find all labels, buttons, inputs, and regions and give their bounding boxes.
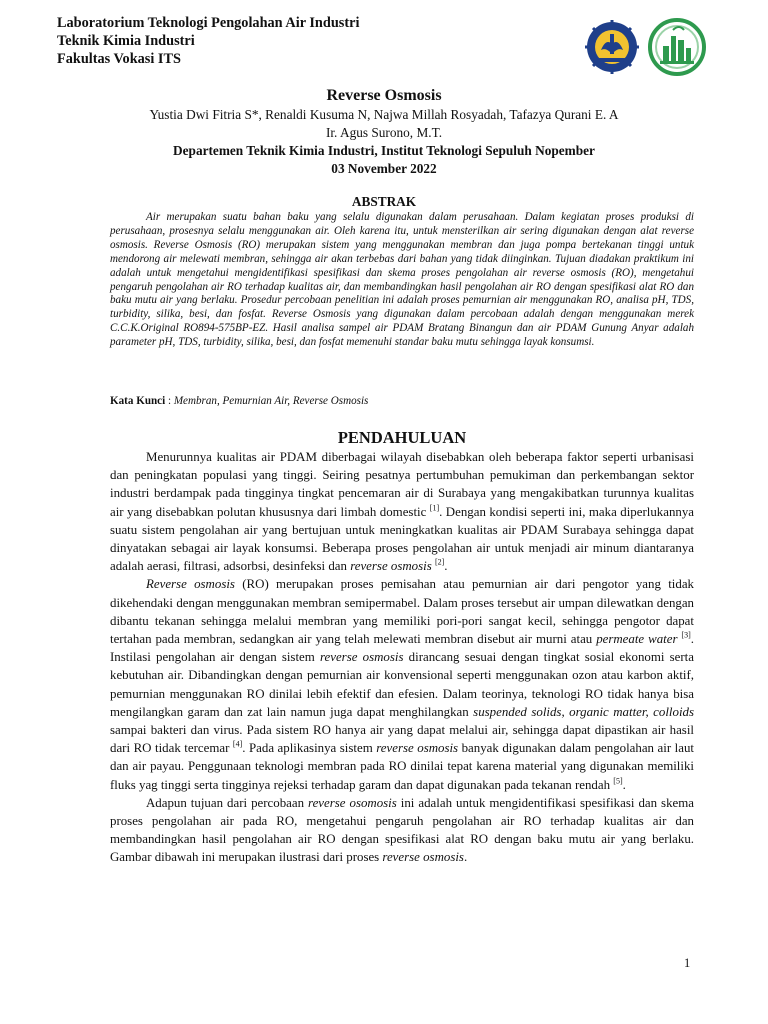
citation-2: [2] (434, 557, 445, 567)
keywords (110, 394, 694, 408)
keywords-label: Kata Kunci (110, 395, 166, 407)
introduction-body (110, 448, 694, 867)
lab-header (57, 14, 359, 68)
introduction-paragraph-1: Menurunnya kualitas air PDAM diberbagai wilayah disebabkan oleh beberapa faktor seperti urbanisasi dan peningkatan populasi yang tinggi. Seiring pesatnya pertumbuhan pemukiman dan perkembangan sektor industri berdampak pada tingginya tingkat pencemaran air di Surabaya yang mengakibatkan turunnya kualitas air yang disebabkan polutan khususnya dari limbah domestic [1]. Dengan kondisi seperti ini, maka diperlukannya suatu sistem pengolahan air yang bertujuan untuk meningkatkan kualitas air PDAM Surabaya sehingga dapat dinyatakan sebagai air layak konsumsi. Beberapa proses pengolahan air untuk menjadi air minum diantaranya adalah aerasi, filtrasi, adsorbsi, desinfeksi dan reverse osmosis [2]. (110, 450, 694, 574)
abstract-heading: ABSTRAK (351, 194, 417, 209)
citation-4: [4] (232, 739, 243, 749)
keywords-value: Membran, Pemurnian Air, Reverse Osmosis (173, 395, 369, 407)
citation-5: [5] (613, 776, 623, 786)
header-lab-name: Laboratorium Teknologi Pengolahan Air Industri (57, 15, 360, 31)
introduction-paragraph-3: Adapun tujuan dari percobaan reverse osomosis ini adalah untuk mengidentifikasi spesifikasi dan skema proses pengolahan air pada RO, mengetahui pengaruh pengolahan air RO terhadap kualitas air dan membandingkan hasil pengolahan air RO dengan spesifikasi alat RO dengan baku mutu air yang berlaku. Gambar dibawah ini merupakan ilustrasi dari proses reverse osmosis. (110, 795, 694, 865)
authors: Yustia Dwi Fitria S*, Renaldi Kusuma N, Najwa Millah Rosyadah, Tafazya Qurani E. A (149, 107, 619, 122)
page-number: 1 (684, 956, 691, 970)
header-faculty: Fakultas Vokasi ITS (57, 51, 181, 67)
laboratory-logo (646, 18, 708, 76)
header-program: Teknik Kimia Industri (57, 33, 195, 49)
citation-1: [1] (429, 503, 440, 513)
citation-3: [3] (681, 630, 691, 640)
keywords-separator: : (165, 395, 174, 407)
introduction-paragraph-2: Reverse osmosis (RO) merupakan proses pemisahan atau pemurnian air dari pengotor yang tidak dikehendaki dengan menggunakan membran semipermabel. Dalam proses tersebut air umpan dilewatkan dengan dibantu tekanan sehingga melalui membran yang memiliki pori-pori sangat kecil, sehingga pengotor dapat tertahan pada membran, sedangkan air yang telah melewati membran disebut air murni atau permeate water [3]. Instilasi pengolahan air dengan sistem reverse osmosis dirancang sesuai dengan tingkat sosial ekonomi serta kebutuhan air. Dibandingkan dengan pemurnian air konvensional seperti menggunakan ozon atau karbon aktif, pemurnian menggunakan RO dinilai lebih efektif dan efesien. Dalam teorinya, teknologi RO tidak hanya bisa mengilangkan garam dan zat lain namun juga dapat menghilangkan suspended solids, organic matter, colloids sampai bakteri dan virus. Pada sistem RO hanya air yang dapat melalui air, sehingga dapat dipastikan air hasil dari RO tidak tercemar [4]. Pada aplikasinya sistem reverse osmosis banyak digunakan dalam pengolahan air laut dan air payau. Penggunaan teknologi membran pada RO dinilai tepat karena material yang digunakan memiliki fluks yag tinggi serta tingginya rejeksi terhadap garam dan dapat digunakan pada tekanan rendah [5]. (110, 577, 694, 792)
date: 03 November 2022 (331, 161, 437, 176)
department: Departemen Teknik Kimia Industri, Institut Teknologi Sepuluh Nopember (173, 143, 595, 158)
section-title: PENDAHULUAN (337, 428, 467, 447)
abstract-text: Air merupakan suatu bahan baku yang selalu digunakan dalam perusahaan. Dalam kegiatan proses produksi di perusahaan, prosesnya selalu menggunakan air. Oleh karena itu, untuk mensterilkan air sering digunakan dengan alat reverse osmosis. Reverse Osmosis (RO) merupakan sistem yang menggunakan membran dan juga pompa bertekanan tinggi untuk mendorong air melewati membran, sehingga air akan terbebas dari bahan yang tidak diinginkan. Tujuan diadakan praktikum ini adalah untuk mengetahui mengidentifikasi spesifikasi dan skema proses pengolahan air reverse osmosis (RO), mengetahui pengaruh pengolahan air RO terhadap kualitas air, dan membandingkan hasil pengolahan air RO dengan spesifikasi alat RO dan baku mutu air yang berlaku. Prosedur percobaan penelitian ini adalah proses pemurnian air menggunakan RO, analisa pH, TDS, turbidity, silika, besi, dan fosfat. Reverse Osmosis yang digunakan dalam percobaan adalah dengan menggunakan merek C.C.K.Original RO894-575BP-EZ. Hasil analisa sampel air PDAM Bratang Binangun dan air PDAM Gunung Anyar adalah parameter pH, TDS, turbidity, silika, besi, dan fosfat memenuhi standar baku mutu sehingga layak konsumsi. (110, 211, 694, 349)
paper-title: Reverse Osmosis (326, 87, 442, 104)
supervisor: Ir. Agus Surono, M.T. (325, 125, 443, 140)
its-logo (583, 20, 641, 74)
